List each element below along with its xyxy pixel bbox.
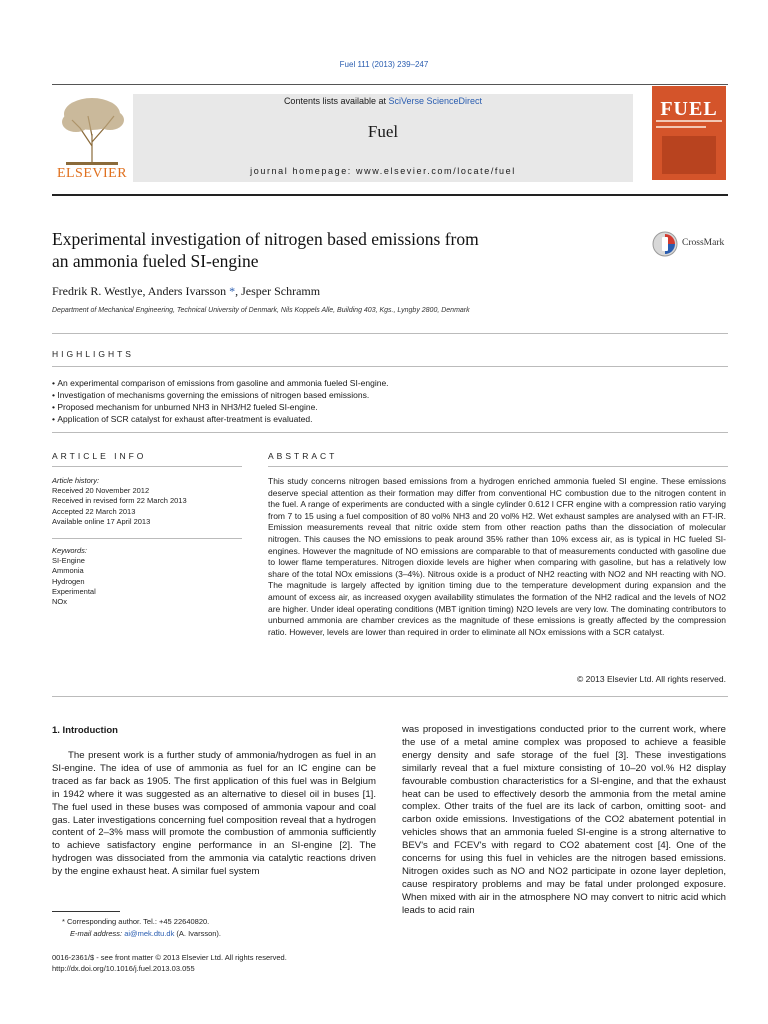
keywords-rule [52,538,242,539]
article-info-rule [52,466,242,467]
corresponding-footnote: * Corresponding author. Tel.: +45 22640820. [62,917,210,926]
highlights-heading: HIGHLIGHTS [52,349,134,359]
history-label: Article history: [52,476,100,485]
publisher-name: ELSEVIER [56,166,128,181]
history-received: Received 20 November 2012 [52,486,150,496]
header-rule-top [52,84,728,85]
keyword: Experimental [52,586,96,596]
doi-link[interactable]: http://dx.doi.org/10.1016/j.fuel.2013.03.055 [52,964,195,973]
affiliation: Department of Mechanical Engineering, Technical University of Denmark, Nils Koppels Alle, Building 403, Kgs., Lyngby 2800, Denmark [52,307,470,314]
abstract-rule-bottom [52,696,728,697]
highlights-list [52,377,728,425]
article-history [52,476,242,527]
header-rule-bottom [52,194,728,196]
email-label: E-mail address: [70,929,125,938]
history-revised: Received in revised form 22 March 2013 [52,496,187,506]
highlight-item: • Application of SCR catalyst for exhaust after-treatment is evaluated. [52,413,728,425]
keywords-block [52,546,242,607]
abstract-rule [268,466,728,467]
crossmark-label: CrossMark [682,238,725,248]
email-footnote [70,929,221,940]
cover-title: FUEL [660,98,718,120]
intro-left-column [52,750,376,879]
crossmark-badge[interactable] [652,230,742,260]
email-link[interactable]: ai@mek.dtu.dk [124,929,175,938]
article-title [52,228,612,272]
intro-paragraph-right: was proposed in investigations conducted prior to the current work, where the use of a metal amine complex was proposed to achieve a feasible energy density and safe storage of the fuel [3]. These investigations similarly reveal that a fuel mixture consisting of 10–20 vol.% H2 display favourable combustion characteristics for a SI-engine, and that the exhaust heat can be used to effectively desorb the ammonia from the metal amine complex. Other traits of the fuel are its lack of carbon, omitting soot- and carbon oxide emissions. Investigations of the CO2 abatement potential in vehicles shows that an ammonia fueled SI-engine is a strong alternative to BEV's and FCEV's with regard to CO2 abatement cost [4]. One of the concerns for using this fuel in vehicles are the nitrogen based emissions. Nitrogen oxides such as NO and NO2 participate in ozone layer depletion, cause respiratory problems and may be fatal under prolonged exposure. When mixed with air in the atmosphere NO may convert to nitric acid which leads to acid rain [402,724,726,916]
keyword: SI-Engine [52,556,85,566]
authors-part-2: , Jesper Schramm [235,284,321,298]
intro-right-column [402,724,726,918]
highlights-rule-top [52,366,728,367]
introduction-heading: 1. Introduction [52,725,118,736]
title-line-1: Experimental investigation of nitrogen based emissions from [52,229,479,249]
abstract-copyright: © 2013 Elsevier Ltd. All rights reserved. [577,674,726,684]
affiliation-rule [52,333,728,334]
keyword: Ammonia [52,566,84,576]
highlight-item: • An experimental comparison of emissions from gasoline and ammonia fueled SI-engine. [52,377,728,389]
authors-part-1: Fredrik R. Westlye, Anders Ivarsson [52,284,227,298]
title-line-2: an ammonia fueled SI-engine [52,251,259,271]
front-matter: 0016-2361/$ - see front matter © 2013 Elsevier Ltd. All rights reserved. [52,953,287,962]
keywords-label: Keywords: [52,546,88,555]
crossmark-icon [652,230,678,258]
footnote-rule [52,911,120,912]
contents-availability [133,94,633,106]
journal-citation[interactable]: Fuel 111 (2013) 239–247 [339,60,429,69]
history-online: Available online 17 April 2013 [52,516,151,526]
journal-homepage[interactable]: journal homepage: www.elsevier.com/locate/fuel [250,166,516,176]
intro-paragraph-left: The present work is a further study of ammonia/hydrogen as fuel in an SI-engine. The idea of use of ammonia as fuel for an IC engine can be traced as far back as 1905. The first application of this fuel was in Belgium in 1942 where it was suggested as an alternative to diesel oil in buses [1]. The fuel used in these buses was composed of ammonia vapour and coal gas. Later investigations concerning fuel composition reveal that a hydrogen content of 2–3% mass will promote the combustion of ammonia sufficiently to achieve satisfactory engine performance in an SI-engine [2]. The hydrogen was dissociated from the ammonia via catalytic reactions driven by the engine exhaust heat. A similar fuel system [52,750,376,878]
highlights-rule-bottom [52,432,728,433]
corresponding-author-mark[interactable]: * [226,284,236,298]
highlight-item: • Proposed mechanism for unburned NH3 in NH3/H2 fueled SI-engine. [52,401,728,413]
journal-name: Fuel [367,122,399,141]
keyword: Hydrogen [52,576,85,586]
contents-prefix: Contents lists available at [283,96,389,106]
sciencedirect-link[interactable]: SciVerse ScienceDirect [388,96,483,106]
history-accepted: Accepted 22 March 2013 [52,506,136,516]
author-list [52,284,320,299]
abstract-heading: ABSTRACT [268,451,338,461]
keyword: NOx [52,597,67,607]
article-info-heading: ARTICLE INFO [52,451,147,461]
abstract-text: This study concerns nitrogen based emissions from a hydrogen enriched ammonia fueled SI engine. These emissions deserve special attention as their formation may differ from conventional HC combustion due to the nitrogen content in the fuel. A range of experiments are conducted with a single cylinder 0.612 l CFR engine with a compression ratio varying from 7 to 15 using a fuel composition of 80 vol% NH3 and 20 vol% H2. Wet exhaust samples are analysed with an FT-IR. Emission measurements reveal that nitric oxide stem from other reaction paths than the dissociation of molecular nitrogen. This causes the NO emissions to peak around 35% rather than 10% excess air, as is typical in HC fueled SI-engines. However the magnitude of NO emissions are comparable to that of measurements conducted with gasoline due to lower flame temperatures. Nitrogen dioxide levels are higher when comparing with gasoline, but has a relatively low share of the total NOx emissions (3–4%). Nitrous oxide is a product of NH2 reacting with NO2 and NH reacting with NO. The magnitude is largely affected by ignition timing due to the temperature development during expansion and the amount of excess air, as increased oxygen availability stimulates the formation of the NH2 radical and the levels of NO2 are higher. Under ideal operating conditions (MBT ignition timing) N2O levels are very low. The dominating contributors to unburned ammonia are chamber crevices as the magnitude of these emissions is greatly affected by the compression ratio. However, levels are lower than required in order to eliminate all NOx emissions with a SCR catalyst. [268,476,726,637]
email-suffix: (A. Ivarsson). [174,929,222,938]
highlight-item: • Investigation of mechanisms governing the emissions of nitrogen based emissions. [52,389,728,401]
